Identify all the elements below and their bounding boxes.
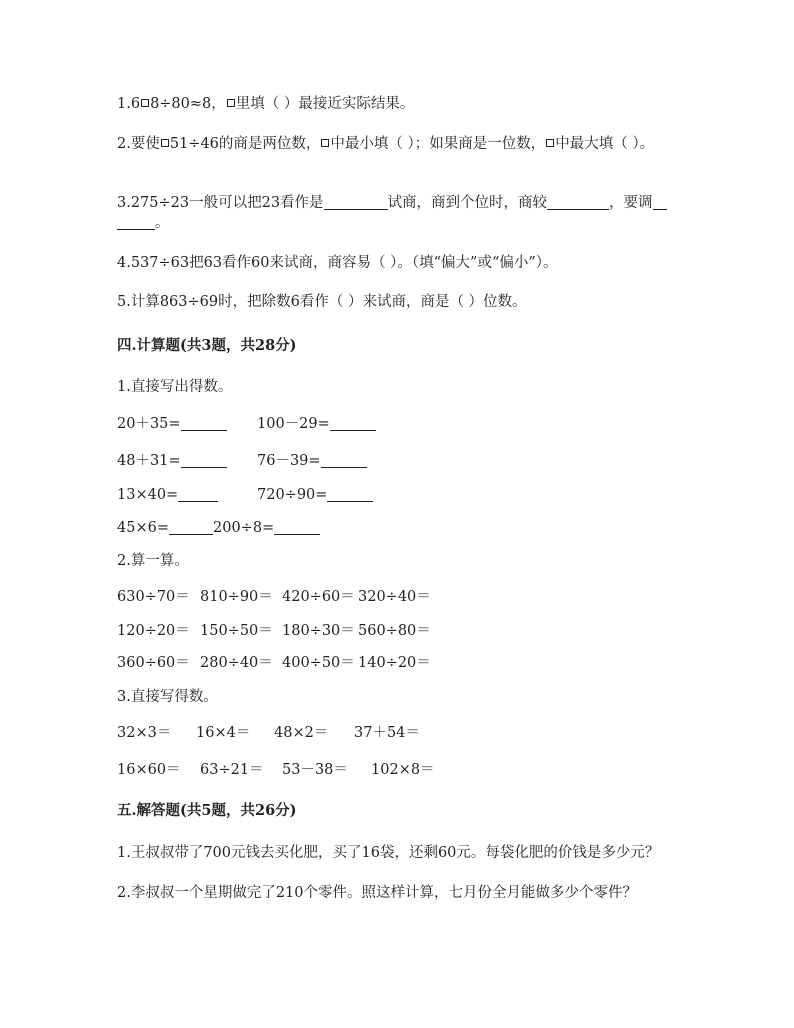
section-4-title: 四.计算题(共3题，共28分) — [117, 337, 297, 354]
blank-box-icon — [141, 99, 149, 107]
expression: 420÷60＝ — [282, 589, 355, 605]
expression: 180÷30＝ — [282, 623, 355, 639]
q1-text-c: 里填（ ）最接近实际结果。 — [235, 96, 415, 112]
answer-blank[interactable] — [547, 195, 609, 210]
expression: 120÷20＝ — [117, 623, 190, 639]
q3-text-d: 。 — [155, 215, 170, 231]
q1-text-a: 1.6 — [117, 96, 141, 112]
expression: 76－39= — [257, 453, 321, 469]
expression: 400÷50＝ — [282, 655, 355, 671]
blank-box-icon — [161, 139, 169, 147]
expression: 150÷50＝ — [200, 623, 273, 639]
expression: 53－38＝ — [282, 762, 348, 778]
blank-box-icon — [546, 139, 554, 147]
blank-box-icon — [227, 99, 235, 107]
expression: 560÷80＝ — [358, 623, 431, 639]
question-2 — [117, 134, 677, 154]
q1-text-b: 8÷80≈8， — [150, 96, 226, 112]
answer-blank[interactable] — [274, 520, 320, 535]
answer-blank[interactable] — [324, 195, 388, 210]
answer-blank[interactable] — [178, 487, 218, 502]
answer-blank[interactable] — [181, 453, 227, 468]
answer-blank[interactable] — [653, 195, 667, 210]
q3-text-c: ，要调 — [609, 195, 653, 211]
expression: 280÷40＝ — [200, 655, 273, 671]
calc-row — [117, 723, 717, 743]
answer-blank[interactable] — [330, 416, 376, 431]
expression: 102×8＝ — [371, 762, 435, 778]
section-4-part-2-title: 2.算一算。 — [117, 553, 189, 569]
expression: 37＋54＝ — [354, 725, 420, 741]
expression: 140÷20＝ — [358, 655, 431, 671]
expression: 45×6= — [117, 520, 169, 536]
expression: 63÷21＝ — [200, 762, 264, 778]
calc-row — [117, 451, 717, 471]
section-4-part-3-title: 3.直接写得数。 — [117, 689, 218, 705]
expression: 13×40= — [117, 487, 179, 503]
calc-row — [117, 653, 717, 673]
answer-blank[interactable] — [181, 416, 227, 431]
calc-row — [117, 621, 717, 641]
expression: 720÷90= — [257, 487, 328, 503]
calc-row — [117, 518, 717, 538]
answer-blank[interactable] — [327, 487, 373, 502]
q3-text-a: 3.275÷23一般可以把23看作是 — [117, 195, 324, 211]
calc-row — [117, 485, 717, 505]
expression: 16×4＝ — [196, 725, 251, 741]
section-5-title: 五.解答题(共5题，共26分) — [117, 802, 297, 819]
question-5: 5.计算863÷69时，把除数6看作（ ）来试商，商是（ ）位数。 — [117, 294, 527, 310]
answer-blank[interactable] — [169, 520, 213, 535]
word-problem-2: 2.李叔叔一个星期做完了210个零件。照这样计算，七月份全月能做多少个零件？ — [117, 885, 638, 901]
expression: 48×2＝ — [274, 725, 329, 741]
q2-text-a: 2.要使 — [117, 136, 160, 152]
expression: 20＋35= — [117, 416, 181, 432]
q3-text-b: 试商，商到个位时，商较 — [387, 195, 548, 211]
expression: 100－29= — [257, 416, 330, 432]
calc-row — [117, 760, 717, 780]
calc-row — [117, 414, 717, 434]
q2-text-c: 中最小填（ ）；如果商是一位数， — [330, 136, 546, 152]
answer-blank[interactable] — [321, 453, 367, 468]
expression: 200÷8= — [213, 520, 275, 536]
word-problem-1: 1.王叔叔带了700元钱去买化肥，买了16袋，还剩60元。每袋化肥的价钱是多少元？ — [117, 845, 660, 861]
section-4-part-1-title: 1.直接写出得数。 — [117, 379, 233, 395]
expression: 16×60＝ — [117, 762, 181, 778]
expression: 32×3＝ — [117, 725, 172, 741]
blank-box-icon — [321, 139, 329, 147]
q2-text-d: 中最大填（ ）。 — [555, 136, 655, 152]
question-1 — [117, 94, 414, 114]
expression: 630÷70＝ — [117, 589, 190, 605]
calc-row — [117, 587, 717, 607]
q2-text-b: 51÷46的商是两位数， — [169, 136, 321, 152]
expression: 360÷60＝ — [117, 655, 190, 671]
question-3 — [117, 193, 677, 233]
answer-blank[interactable] — [117, 215, 155, 230]
expression: 320÷40＝ — [358, 589, 431, 605]
question-4: 4.537÷63把63看作60来试商，商容易（ ）。（填“偏大”或“偏小”）。 — [117, 255, 558, 271]
expression: 810÷90＝ — [200, 589, 273, 605]
expression: 48＋31= — [117, 453, 181, 469]
